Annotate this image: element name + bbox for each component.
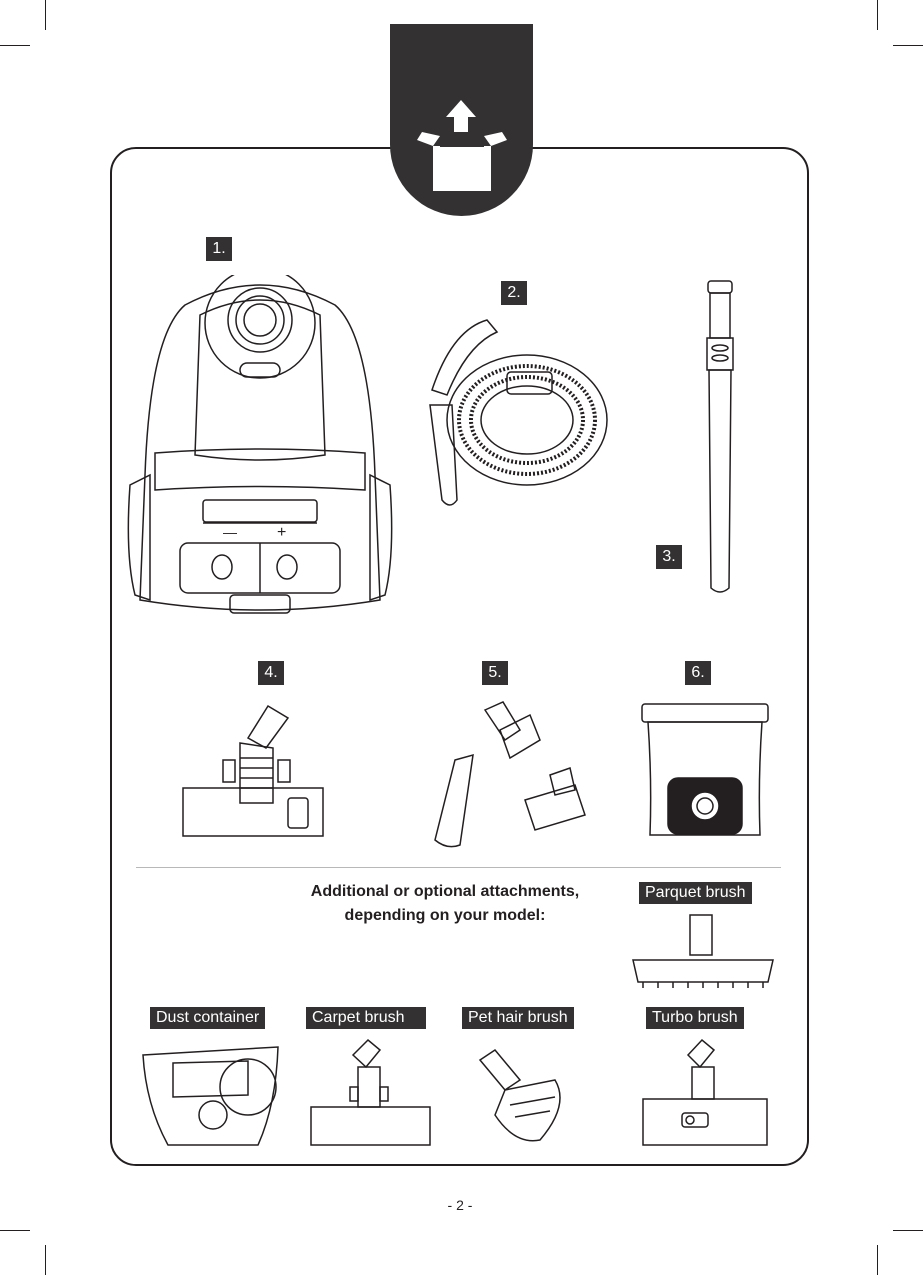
- page-number: - 2 -: [447, 1197, 473, 1213]
- telescopic-tube-illustration: [695, 278, 745, 598]
- carpet-brush-illustration: [308, 1035, 433, 1150]
- svg-text:—: —: [223, 524, 237, 540]
- dust-container-label: Dust container: [150, 1007, 265, 1029]
- svg-text:+: +: [277, 524, 287, 541]
- pet-hair-brush-illustration: [470, 1045, 580, 1150]
- parquet-brush-illustration: [628, 910, 778, 990]
- carpet-brush-label: Carpet brush: [306, 1007, 426, 1029]
- dust-container-illustration: [138, 1035, 283, 1150]
- item-number-1: 1.: [206, 237, 232, 261]
- crop-mark: [45, 0, 46, 30]
- crop-mark: [893, 1230, 923, 1231]
- item-number-5: 5.: [482, 661, 508, 685]
- dust-bag-illustration: [640, 700, 770, 840]
- crop-mark: [0, 45, 30, 46]
- crop-mark: [0, 1230, 30, 1231]
- crop-mark: [893, 45, 923, 46]
- optional-heading-line2: depending on your model:: [344, 907, 546, 924]
- header-tab: [390, 24, 533, 216]
- item-number-3: 3.: [656, 545, 682, 569]
- hose-illustration: [412, 310, 612, 520]
- crop-mark: [45, 1245, 46, 1275]
- turbo-brush-label: Turbo brush: [646, 1007, 744, 1029]
- turbo-brush-illustration: [640, 1035, 770, 1150]
- crop-mark: [877, 1245, 878, 1275]
- item-number-6: 6.: [685, 661, 711, 685]
- optional-heading: [270, 880, 620, 928]
- small-nozzles-illustration: [425, 700, 590, 852]
- vacuum-cleaner-illustration: [125, 275, 395, 625]
- crop-mark: [877, 0, 878, 30]
- item-number-4: 4.: [258, 661, 284, 685]
- optional-heading-line1: Additional or optional attachments,: [310, 883, 580, 900]
- section-divider: [136, 867, 781, 868]
- pet-hair-brush-label: Pet hair brush: [462, 1007, 574, 1029]
- item-number-2: 2.: [501, 281, 527, 305]
- floor-nozzle-illustration: [178, 698, 328, 840]
- parquet-brush-label: Parquet brush: [639, 882, 752, 904]
- unbox-arrow-icon: [390, 24, 533, 216]
